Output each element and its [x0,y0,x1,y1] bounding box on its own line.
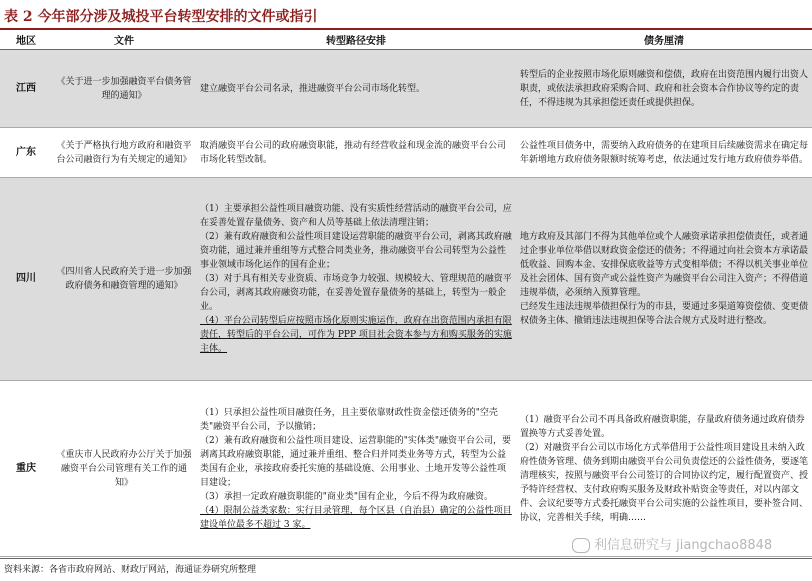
doc-cell: 《重庆市人民政府办公厅关于加强融资平台公司管理有关工作的通知》 [52,381,196,557]
path-text: 取消融资平台公司的政府融资职能，推动有经营收益和现金流的融资平台公司市场化转型改制。 [200,140,507,165]
header-doc: 文件 [52,30,196,50]
path-text: （3）对于具有相关专业资质、市场竞争力较强、规模较大、管理规范的融资平台公司，剥离其政府融资功能，在妥善处置存量债务的基础上，转型为一般企业。 [200,274,512,312]
source-note: 资料来源：各省市政府网站、财政厅网站，海通证券研究所整理 [4,565,257,575]
path-cell [196,128,516,178]
debt-text: （1）融资平台公司不再具备政府融资职能，存量政府债务通过政府债券置换等方式妥善处置。 [520,414,805,439]
doc-cell: 《关于严格执行地方政府和融资平台公司融资行为有关规定的通知》 [52,128,196,178]
doc-cell: 《关于进一步加强融资平台债务管理的通知》 [52,50,196,128]
watermark-text: 利信息研究与 jiangchao8848 [594,538,773,553]
path-text: （1）只承担公益性项目融资任务，且主要依靠财政性资金偿还债务的"空壳类"融资平台公司，予以撤销； [200,407,498,432]
debt-text: 地方政府及其部门不得为其他单位或个人融资承诺承担偿债责任，或者通过企事业单位举借以财政资金偿还的债务；不得通过向社会资本方承诺最低收益、回购本金、安排保底收益等方式变相举债；不得以机关事业单位及社会团体、国有资产或公益性资产为融资平台公司注入资产；不得借道违规举债，必须纳入预算管理。 [520,232,809,298]
debt-cell [516,50,812,128]
path-text: 建立融资平台公司名录，推进融资平台公司市场化转型。 [200,83,426,94]
path-text: （2）兼有政府融资和公益性项目建设、运营职能的"实体类"融资平台公司，要剥离其政府融资职能，通过兼并重组、整合归并同类业务等方式，转型为公益类国有企业，承接政府委托实施的基础设施、公用事业、土地开发等公益性项目建设； [200,435,512,488]
header-row [0,30,812,50]
debt-text: （2）对融资平台公司以市场化方式举借用于公益性项目建设且未纳入政府性债务管理、债务到期由融资平台公司负责偿还的公益性债务，要逐笔清理核实，按照与融资平台公司签订的合同协议约定，履行配置资产、授予特许经营权、支付政府购买服务及财政补贴资金等责任，对以内部文件、会议纪要等方式委托融资平台公司实施的公益性项目，要补签合同、协议，完善相关手续，明确…… [520,442,809,523]
debt-text: 转型后的企业按照市场化原则融资和偿债，政府在出资范围内履行出资人职责，或依法承担政府采购合同、政府和社会资本合作协议等约定的责任，不得违规为其承担偿还责任或提供担保。 [520,69,809,108]
header-debt: 债务厘清 [516,30,812,50]
table-title: 表 2 今年部分涉及城投平台转型安排的文件或指引 [4,9,318,25]
debt-text: 公益性项目债务中，需要纳入政府债务的在建项目后续融资需求在确定每年新增地方政府债务限额时统筹考虑，依法通过发行地方政府债券举借。 [520,140,809,165]
policy-table [0,30,812,557]
path-cell [196,381,516,557]
region-cell: 重庆 [0,381,52,557]
table-row [0,178,812,381]
region-cell: 江西 [0,50,52,128]
debt-cell [516,381,812,557]
path-text: （3）承担一定政府融资职能的"商业类"国有企业，今后不得为政府融资。 [200,491,494,502]
header-region: 地区 [0,30,52,50]
header-path: 转型路径安排 [196,30,516,50]
path-cell [196,50,516,128]
debt-cell [516,178,812,381]
path-text: （4）平台公司转型后应按照市场化原则实施运作，政府在出资范围内承担有限责任，转型后的平台公司，可作为 PPP 项目社会资本参与方和购买服务的实施主体。 [200,316,512,354]
table-row [0,381,812,557]
region-cell: 四川 [0,178,52,381]
path-text: （2）兼有政府融资和公益性项目建设运营职能的融资平台公司，剥离其政府融资功能，通过兼并重组等方式整合同类业务，推动融资平台公司转型为公益性事业领域市场化运作的国有企业； [200,232,512,270]
doc-cell: 《四川省人民政府关于进一步加强政府债务和融资管理的通知》 [52,178,196,381]
path-cell [196,178,516,381]
table-row [0,50,812,128]
bottom-rule [0,558,812,559]
debt-text: 已经发生违法违规举债担保行为的市县，要通过多渠道筹资偿债、变更债权债务主体、撤销违法违规担保等合法合规方式及时进行整改。 [520,302,809,326]
path-text: （1）主要承担公益性项目融资功能、没有实质性经营活动的融资平台公司，应在妥善处置存量债务、资产和人员等基础上依法清理注销； [200,204,512,228]
region-cell: 广东 [0,128,52,178]
path-text: （4）限制公益类家数：实行目录管理，每个区县（自治县）确定的公益性项目建设单位最多不超过 3 家。 [200,505,512,530]
debt-cell [516,128,812,178]
table-row [0,128,812,178]
watermark [572,534,772,553]
wechat-icon [572,538,590,553]
